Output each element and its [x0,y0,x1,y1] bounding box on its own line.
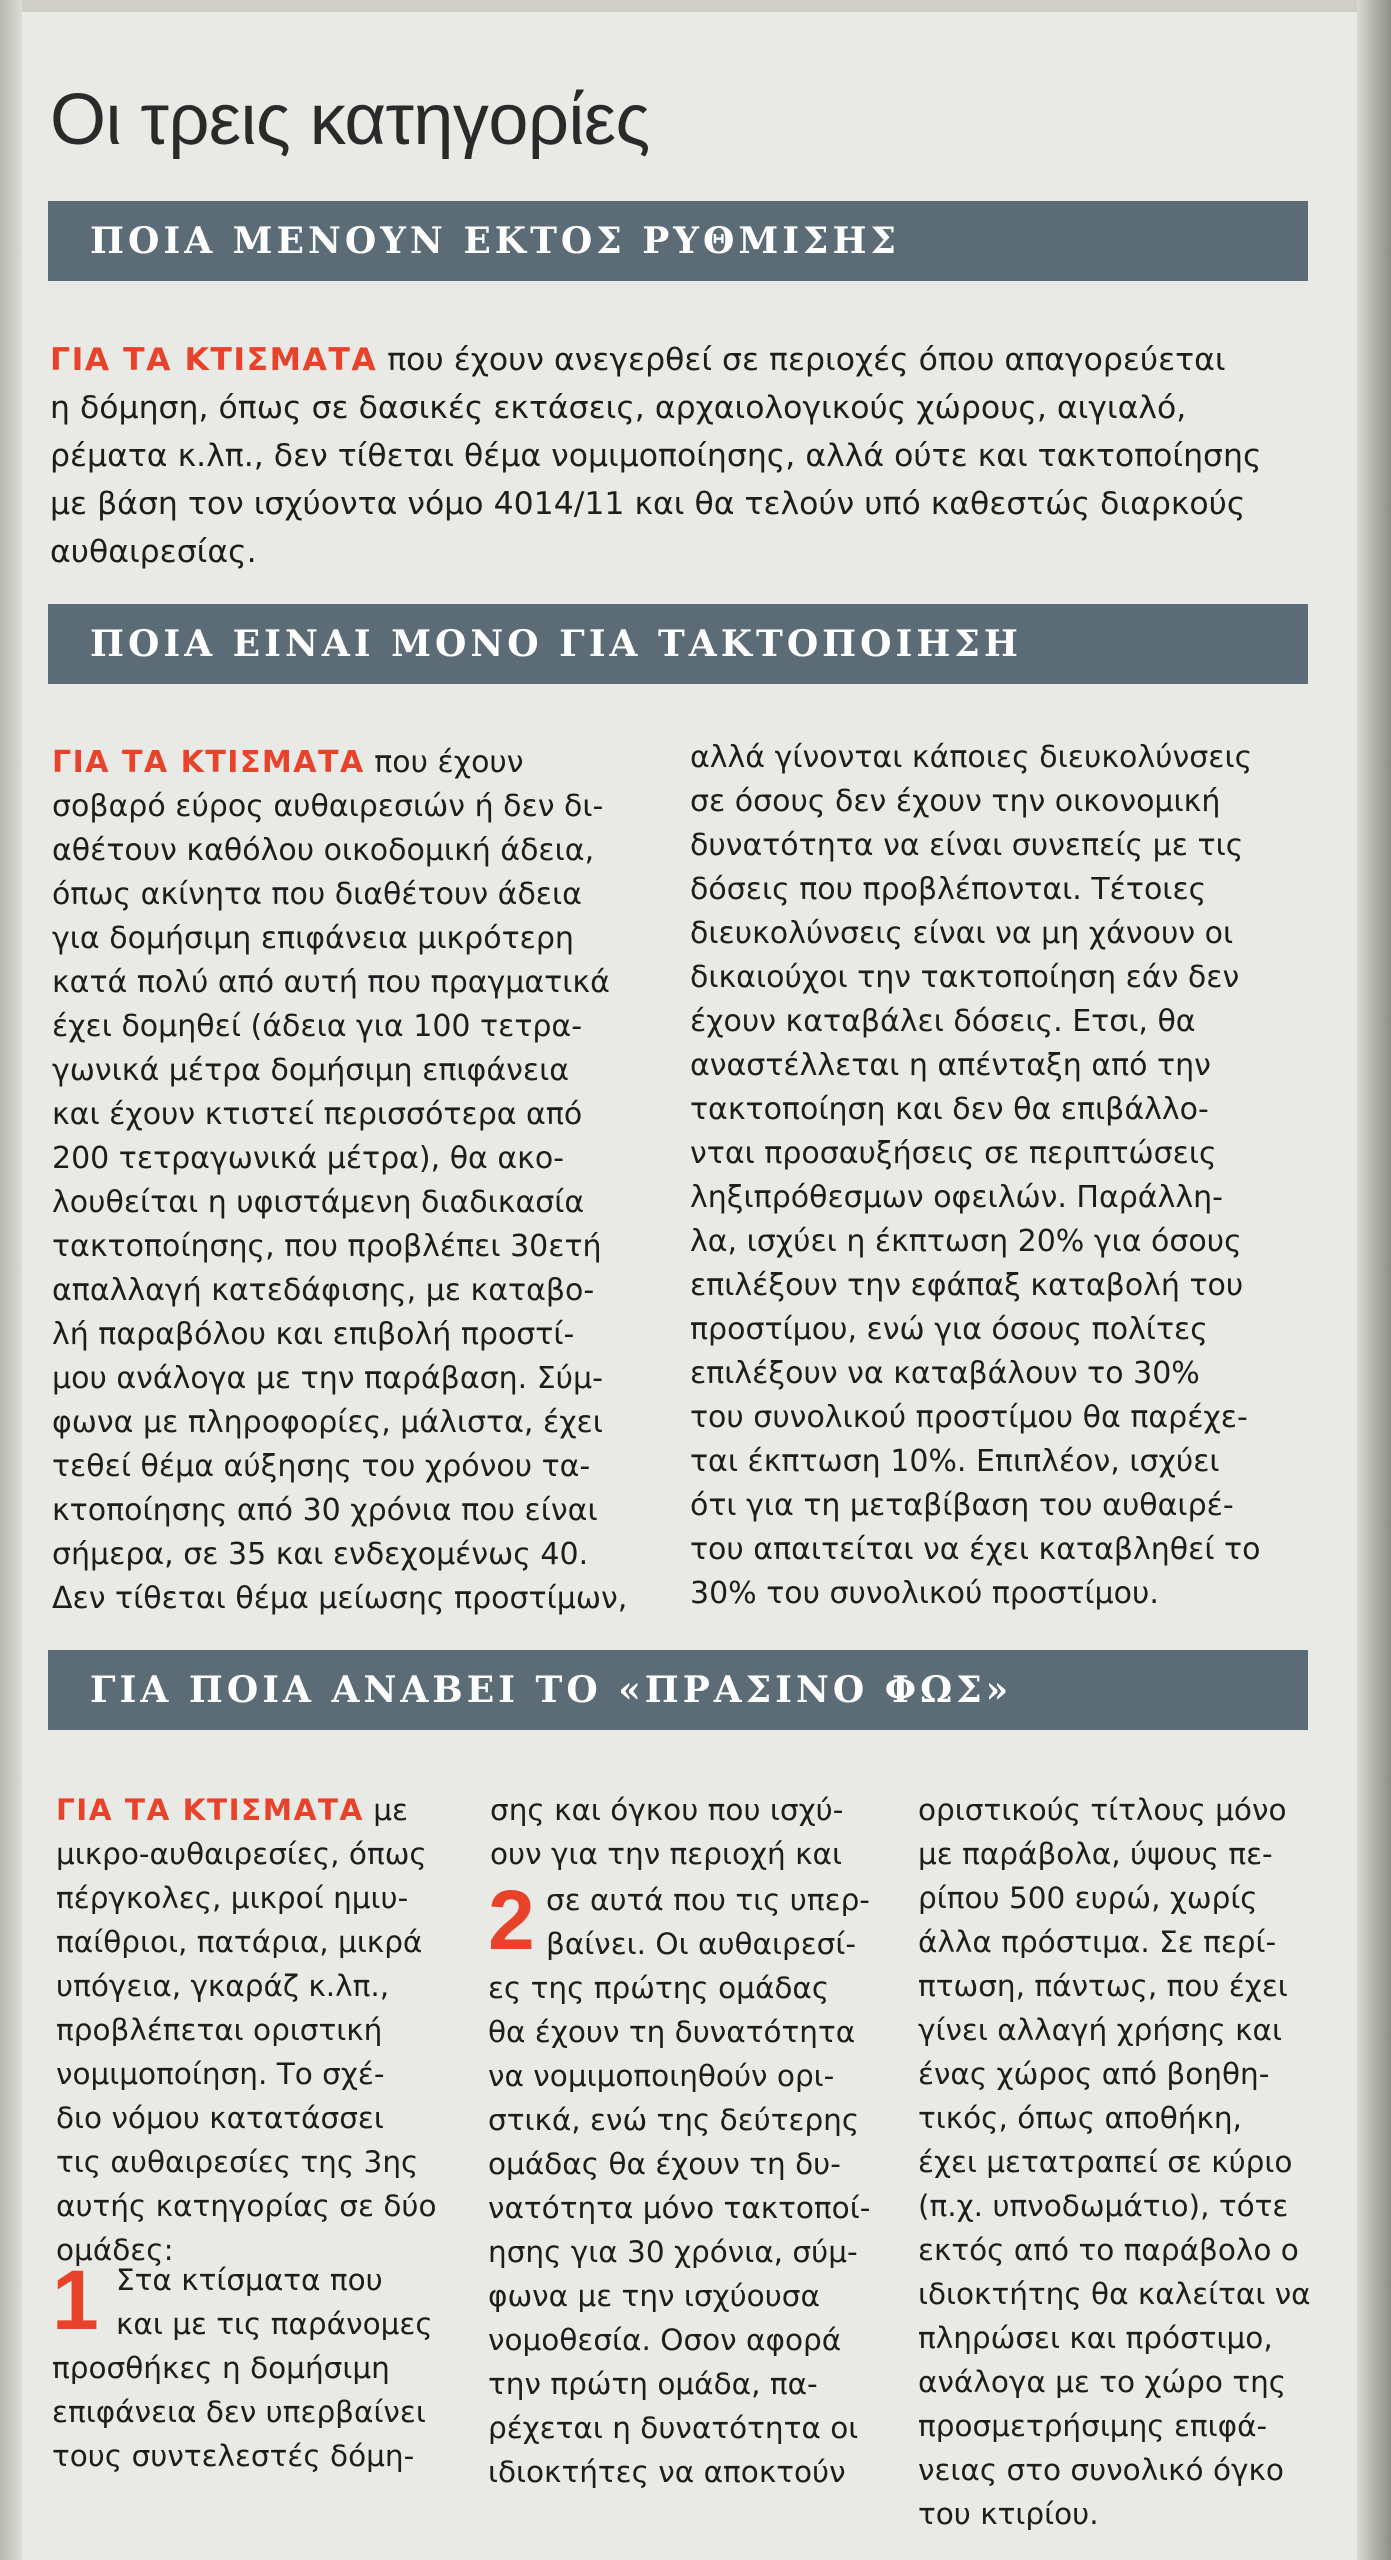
text-line: επιλέξουν την εφάπαξ καταβολή του [690,1268,1244,1303]
text-line: έχει μετατραπεί σε κύριο [918,2145,1293,2179]
text-line: σήμερα, σε 35 και ενδεχομένως 40. [52,1537,589,1572]
section-heading: ΓΙΑ ΠΟΙΑ ΑΝΑΒΕΙ ΤΟ «ΠΡΑΣΙΝΟ ΦΩΣ» [90,1669,1013,1711]
text-line: απαλλαγή κατεδάφισης, με καταβο- [52,1273,595,1308]
text-line: νομιμοποίηση. Το σχέ- [56,2057,385,2091]
text-line: αυθαιρεσίας. [50,534,257,570]
text-line: όπως ακίνητα που διαθέτουν άδεια [52,877,582,912]
page-edge-top [0,0,1391,12]
text-line: προσμετρήσιμης επιφά- [918,2409,1268,2443]
text-line: ρέματα κ.λπ., δεν τίθεται θέμα νομιμοποίησης, αλλά ούτε και τακτοποίησης [50,438,1262,474]
text-line: προστίμου, ενώ για όσους πολίτες [690,1312,1208,1347]
text-line: με παράβολα, ύψους πε- [918,1837,1273,1871]
text-line: ουν για την περιοχή και [490,1837,842,1871]
section-band-only-settlement [48,604,1308,684]
text-line: πληρώσει και πρόστιμο, [918,2321,1273,2355]
text-line: σε αυτά που τις υπερ- [546,1883,870,1917]
text-line: με βάση τον ισχύοντα νόμο 4014/11 και θα τελούν υπό καθεστώς διαρκούς [50,486,1246,522]
section2-column-2 [690,736,1260,1616]
text-line: και έχουν κτιστεί περισσότερα από [52,1097,583,1132]
text-line: λα, ισχύει η έκπτωση 20% για όσους [690,1224,1242,1259]
text-line: φωνα με την ισχύουσα [488,2279,820,2313]
text-line: (π.χ. υπνοδωμάτιο), τότε [918,2189,1289,2223]
text-line: προβλέπεται οριστική [56,2013,383,2047]
text-line: ανάλογα με το χώρο της [918,2365,1287,2399]
text-line: η δόμηση, όπως σε δασικές εκτάσεις, αρχαιολογικούς χώρους, αιγιαλό, [50,390,1187,426]
text-line: διο νόμου κατατάσσει [56,2101,384,2135]
item-text [52,2253,433,2478]
page-edge-right [1357,0,1391,2560]
text-line: που έχουν ανεγερθεί σε περιοχές όπου απαγορεύεται [377,342,1226,378]
text-line: τις αυθαιρεσίες της 3ης [56,2145,419,2179]
text-line: ται έκπτωση 10%. Επιπλέον, ισχύει [690,1444,1220,1479]
text-line: φωνα με πληροφορίες, μάλιστα, έχει [52,1405,603,1440]
text-line: ότι για τη μεταβίβαση του αυθαιρέ- [690,1488,1234,1523]
text-line: ες της πρώτης ομάδας [488,1971,830,2005]
text-line: και με τις παράνομες [116,2307,433,2341]
text-line: αλλά γίνονται κάποιες διευκολύνσεις [690,740,1253,775]
section-band-outside-regulation [48,201,1308,281]
text-line: γίνει αλλαγή χρήσης και [918,2013,1282,2047]
text-line: κτοποίησης από 30 χρόνια που είναι [52,1493,598,1528]
section2-column-1 [52,741,627,1621]
text-line: την πρώτη ομάδα, πα- [488,2367,818,2401]
text-line: νομοθεσία. Οσον αφορά [488,2323,842,2357]
text-line: έχουν καταβάλει δόσεις. Ετσι, θα [690,1004,1196,1039]
text-line: πέργκολες, μικροί ημιυ- [56,1881,409,1915]
text-line: 30% του συνολικού προστίμου. [690,1576,1159,1611]
text-line: παίθριοι, πατάρια, μικρά [56,1925,423,1959]
item-number: 1 [52,2253,99,2347]
text-line: άλλα πρόστιμα. Σε περί- [918,1925,1277,1959]
text-line: δυνατότητα να είναι συνεπείς με τις [690,828,1244,863]
text-line: του κτιρίου. [918,2497,1099,2531]
text-line: γωνικά μέτρα δομήσιμη επιφάνεια [52,1053,570,1088]
text-line: ομάδες: [56,2233,174,2267]
text-line: σης και όγκου που ισχύ- [490,1793,844,1827]
text-line: επιφάνεια δεν υπερβαίνει [52,2395,426,2429]
section-lead: ΓΙΑ ΤΑ ΚΤΙΣΜΑΤΑ [56,1793,364,1827]
section-heading: ΠΟΙΑ ΜΕΝΟΥΝ ΕΚΤΟΣ ΡΥΘΜΙΣΗΣ [90,220,900,262]
text-line: αυτής κατηγορίας σε δύο [56,2189,437,2223]
section3-column-2-top [490,1788,843,1876]
text-line: λουθείται η υφιστάμενη διαδικασία [52,1185,585,1220]
text-line: εκτός από το παράβολο ο [918,2233,1299,2267]
text-line: ληξιπρόθεσμων οφειλών. Παράλλη- [690,1180,1223,1215]
text-line: ομάδας θα έχουν τη δυ- [488,2147,841,2181]
text-line: αναστέλλεται η απένταξη από την [690,1048,1211,1083]
page-title: Οι τρεις κατηγορίες [50,80,650,160]
text-line: στικά, ενώ της δεύτερης [488,2103,860,2137]
text-line: ιδιοκτήτες να αποκτούν [488,2455,846,2489]
section-heading: ΠΟΙΑ ΕΙΝΑΙ ΜΟΝΟ ΓΙΑ ΤΑΚΤΟΠΟΙΗΣΗ [90,623,1022,665]
page-edge-left [0,0,22,2560]
text-line: ρέχεται η δυνατότητα οι [488,2411,859,2445]
text-line: αθέτουν καθόλου οικοδομική άδεια, [52,833,595,868]
text-line: σε όσους δεν έχουν την οικονομική [690,784,1221,819]
text-line: ησης για 30 χρόνια, σύμ- [488,2235,858,2269]
text-line: 200 τετραγωνικά μέτρα), θα ακο- [52,1141,564,1176]
section3-column-3 [918,1788,1311,2536]
section3-column-1 [56,1788,437,2272]
text-line: τικός, όπως αποθήκη, [918,2101,1242,2135]
text-line: θα έχουν τη δυνατότητα [488,2015,856,2049]
text-line: τακτοποίησης, που προβλέπει 30ετή [52,1229,602,1264]
text-line: τους συντελεστές δόμη- [52,2439,415,2473]
text-line: δόσεις που προβλέπονται. Τέτοιες [690,872,1207,907]
text-line: κατά πολύ από αυτή που πραγματικά [52,965,610,1000]
text-line: τακτοποίηση και δεν θα επιβάλλο- [690,1092,1209,1127]
section-lead: ΓΙΑ ΤΑ ΚΤΙΣΜΑΤΑ [52,745,365,780]
text-line: του συνολικού προστίμου θα παρέχε- [690,1400,1248,1435]
text-line: βαίνει. Οι αυθαιρεσί- [546,1927,856,1961]
text-line: λή παραβόλου και επιβολή προστί- [52,1317,575,1352]
text-line: υπόγεια, γκαράζ κ.λπ., [56,1969,390,2003]
text-line: σοβαρό εύρος αυθαιρεσιών ή δεν δι- [52,789,604,824]
text-line: επιλέξουν να καταβάλουν το 30% [690,1356,1200,1391]
text-line: νατότητα μόνο τακτοποί- [488,2191,871,2225]
text-line: που έχουν [364,745,524,780]
text-line: διευκολύνσεις είναι να μη χάνουν οι [690,916,1234,951]
text-line: Δεν τίθεται θέμα μείωσης προστίμων, [52,1581,628,1616]
text-line: για δομήσιμη επιφάνεια μικρότερη [52,921,574,956]
text-line: έχει δομηθεί (άδεια για 100 τετρα- [52,1009,583,1044]
text-line: με [363,1793,408,1827]
item-text [488,1873,871,2494]
text-line: του απαιτείται να έχει καταβληθεί το [690,1532,1261,1567]
text-line: δικαιούχοι την τακτοποίηση εάν δεν [690,960,1240,995]
text-line: οριστικούς τίτλους μόνο [918,1793,1287,1827]
text-line: νται προσαυξήσεις σε περιπτώσεις [690,1136,1217,1171]
text-line: μου ανάλογα με την παράβαση. Σύμ- [52,1361,603,1396]
text-line: ένας χώρος από βοηθη- [918,2057,1270,2091]
text-line: ιδιοκτήτης θα καλείται να [918,2277,1311,2311]
text-line: να νομιμοποιηθούν ορι- [488,2059,835,2093]
text-line: προσθήκες η δομήσιμη [52,2351,390,2385]
section-band-green-light [48,1650,1308,1730]
text-line: νειας στο συνολικό όγκο [918,2453,1284,2487]
text-line: τεθεί θέμα αύξησης του χρόνου τα- [52,1449,591,1484]
section-lead: ΓΙΑ ΤΑ ΚΤΙΣΜΑΤΑ [50,342,378,378]
text-line: Στα κτίσματα που [116,2263,383,2297]
section1-body [50,336,1261,576]
text-line: μικρο-αυθαιρεσίες, όπως [56,1837,427,1871]
text-line: ρίπου 500 ευρώ, χωρίς [918,1881,1258,1915]
text-line: πτωση, πάντως, που έχει [918,1969,1288,2003]
item-number: 2 [488,1873,535,1967]
